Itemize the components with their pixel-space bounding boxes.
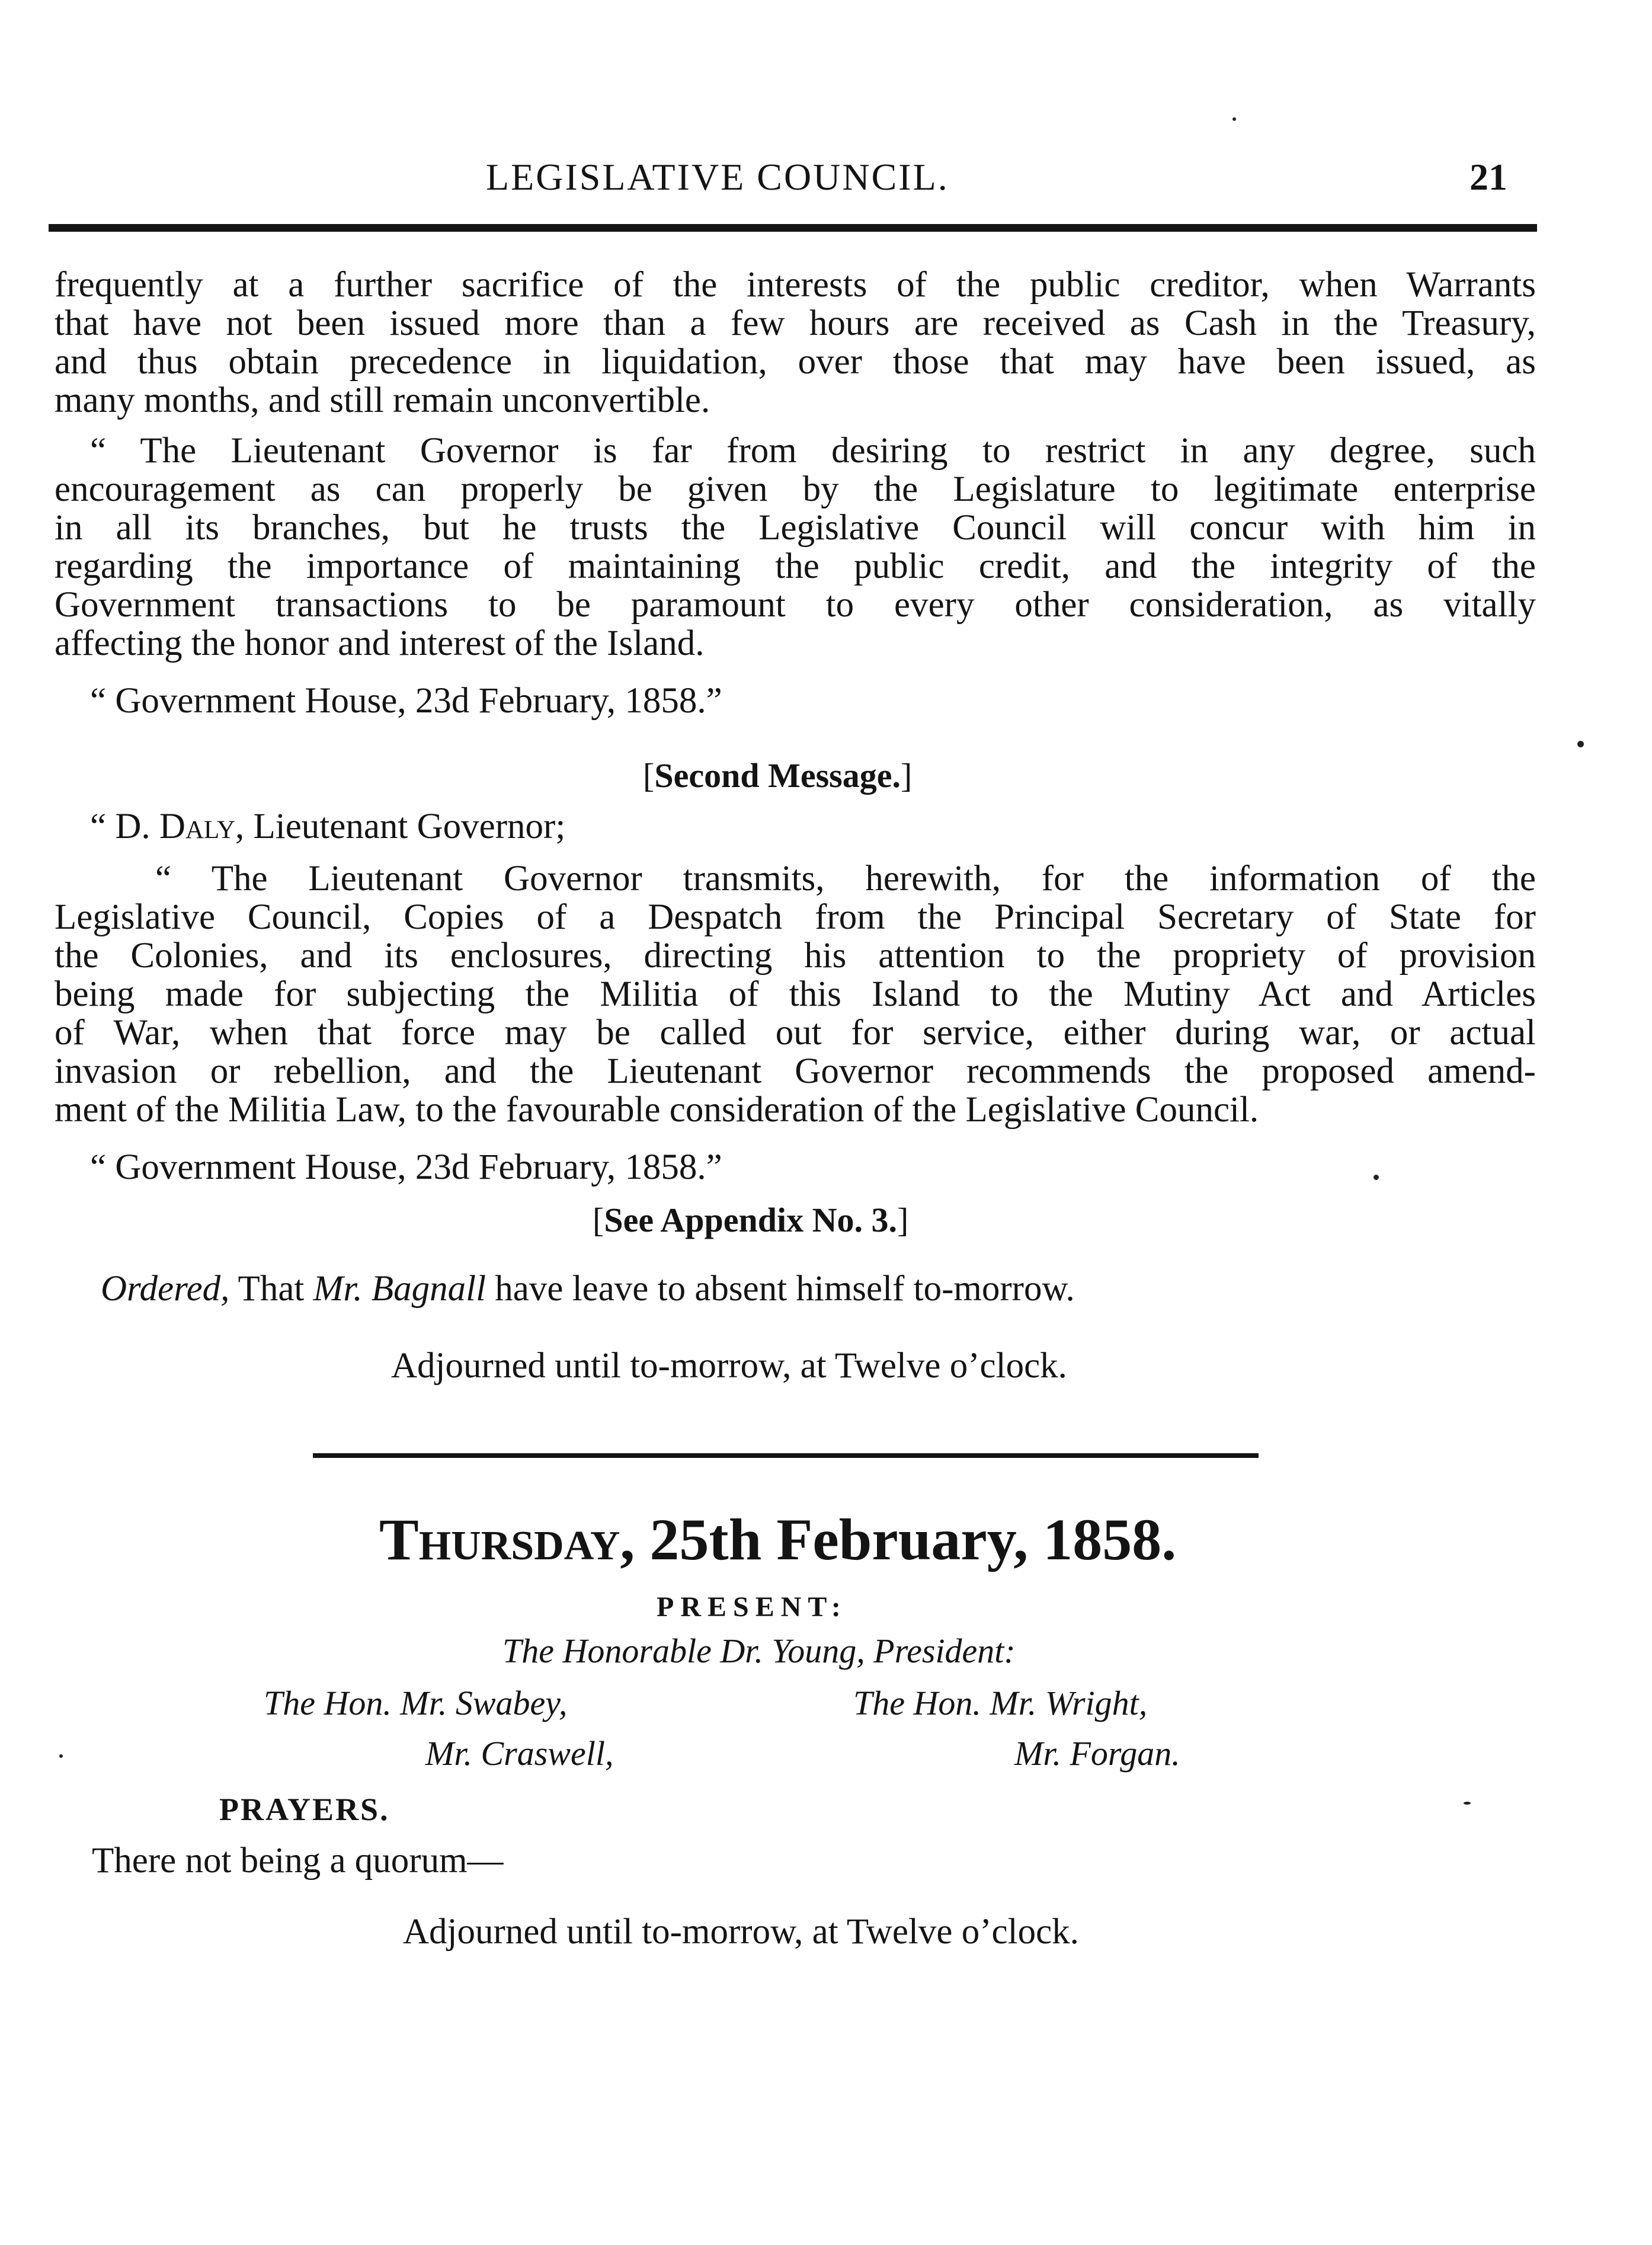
text-line: frequently at a further sacrifice of the interests of the public creditor, when Warrants	[55, 265, 1536, 305]
dateline: “ Government House, 23d February, 1858.”	[90, 681, 722, 721]
header-rule	[49, 224, 1537, 232]
text-line: of War, when that force may be called out for service, either during war, or actual	[55, 1013, 1536, 1053]
text-line: being made for subjecting the Militia of this Island to the Mutiny Act and Articles	[55, 974, 1536, 1014]
continuation-paragraph	[55, 266, 1536, 420]
scan-speck	[1464, 1802, 1471, 1805]
section-rule	[313, 1453, 1259, 1458]
adjournment-line: Adjourned until to-morrow, at Twelve o’clock.	[403, 1912, 1079, 1952]
text-line: “ The Lieutenant Governor transmits, herewith, for the information of the	[155, 859, 1536, 898]
text-line: and thus obtain precedence in liquidation, over those that may have been issued, as	[55, 342, 1536, 382]
scan-speck	[1374, 1175, 1379, 1180]
quorum-line: There not being a quorum—	[92, 1841, 504, 1881]
governor-name: Daly	[159, 807, 236, 846]
page-number: 21	[1469, 156, 1507, 198]
present-label: PRESENT:	[657, 1591, 847, 1623]
day-heading: Thursday, 25th February, 1858.	[379, 1507, 1177, 1572]
text-line: Government transactions to be paramount to every other consideration, as vitally	[55, 585, 1536, 625]
running-title: LEGISLATIVE COUNCIL.	[486, 156, 949, 198]
message-body	[55, 859, 1536, 1129]
member-name: Mr. Bagnall	[313, 1269, 486, 1309]
adjournment-line: Adjourned until to-morrow, at Twelve o’clock.	[391, 1346, 1067, 1386]
heading-text: Second Message.	[654, 756, 901, 795]
member-forgan: Mr. Forgan.	[1014, 1734, 1180, 1773]
second-message-heading: [Second Message.]	[643, 756, 913, 795]
order-line: Ordered, That Mr. Bagnall have leave to absent himself to-morrow.	[101, 1269, 1075, 1309]
appendix-reference: [See Appendix No. 3.]	[593, 1201, 909, 1239]
member-craswell: Mr. Craswell,	[425, 1734, 614, 1773]
dateline: “ Government House, 23d February, 1858.”	[90, 1147, 722, 1187]
text-line: “ The Lieutenant Governor is far from desiring to restrict in any degree, such	[90, 431, 1536, 471]
text-line: affecting the honor and interest of the Island.	[55, 623, 705, 663]
text-line: encouragement as can properly be given by the Legislature to legitimate enterprise	[55, 469, 1536, 509]
prayers-label: PRAYERS.	[219, 1792, 390, 1827]
text-line: Legislative Council, Copies of a Despatch from the Principal Secretary of State for	[55, 897, 1536, 937]
president-line: The Honorable Dr. Young, President:	[502, 1632, 1016, 1670]
member-wright: The Hon. Mr. Wright,	[853, 1684, 1148, 1722]
scan-speck	[1577, 741, 1584, 747]
text-line: that have not been issued more than a few hours are received as Cash in the Treasury,	[55, 303, 1536, 343]
text-line: in all its branches, but he trusts the Legislative Council will concur with him in	[55, 508, 1536, 548]
lieutenant-governor-paragraph	[55, 431, 1536, 663]
text-line: ment of the Militia Law, to the favourable consideration of the Legislative Council.	[55, 1090, 1259, 1130]
member-swabey: The Hon. Mr. Swabey,	[264, 1684, 568, 1722]
text-line: the Colonies, and its enclosures, directing his attention to the propriety of provision	[55, 936, 1536, 976]
text-line: regarding the importance of maintaining the public credit, and the integrity of the	[55, 546, 1536, 586]
text-line: many months, and still remain unconvertible.	[55, 380, 710, 420]
appendix-label: Appendix No. 3.	[660, 1201, 898, 1239]
scan-speck	[59, 1754, 63, 1758]
scan-speck	[1232, 117, 1236, 121]
salutation-line: “ D. Daly, Lieutenant Governor;	[90, 807, 566, 846]
text-line: invasion or rebellion, and the Lieutenant Governor recommends the proposed amend-	[55, 1051, 1536, 1091]
